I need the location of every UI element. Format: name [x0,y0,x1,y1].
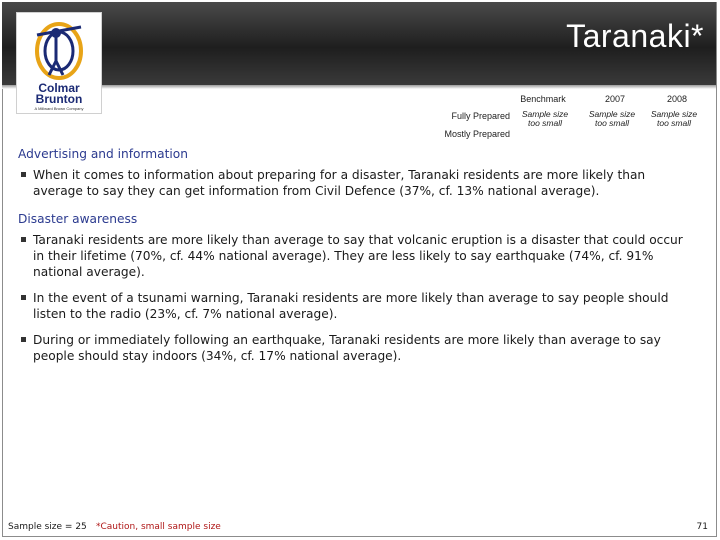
bench-header-2008: 2008 [666,94,688,104]
bullet-item [18,332,688,364]
logo-tagline: A Millward Brown Company [34,106,84,111]
bullet-item [18,167,688,199]
colmar-brunton-logo [16,12,102,114]
bullet-text: Taranaki residents are more likely than average to say that volcanic eruption is a disaster that could occur in their lifetime (70%, cf. 44% national average). They are less likely to say earthquake (74%, cf. 91% national average). [33,233,683,279]
bullet-text: When it comes to information about preparing for a disaster, Taranaki residents are more likely than average to say they can get information from Civil Defence (37%, cf. 13% national average). [33,168,646,198]
section-heading-disaster-awareness: Disaster awareness [18,212,138,226]
logo-figure-icon [29,17,89,81]
bench-row-fully-prepared: Fully Prepared [451,111,510,121]
caution-note: *Caution, small sample size [96,522,221,532]
disaster-awareness-bullet-list [18,232,688,364]
bench-cell-2007: Sample size too small [588,109,636,128]
slide-header-bar [2,2,716,85]
bench-header-benchmark: Benchmark [520,94,566,104]
logo-word-colmar: Colmar [38,81,80,95]
logo-word-brunton: Brunton [35,92,83,106]
bench-row-mostly-prepared: Mostly Prepared [444,129,510,139]
slide-content [18,146,688,376]
section-heading-advertising: Advertising and information [18,147,188,161]
bullet-square-icon [21,237,26,242]
bullet-square-icon [21,337,26,342]
bench-header-2007: 2007 [604,94,626,104]
bench-cell-benchmark: Sample size too small [521,109,569,128]
bullet-text: In the event of a tsunami warning, Taranaki residents are more likely than average to say people should listen to the radio (23%, cf. 7% national average). [33,291,669,321]
sample-size-note: Sample size = 25 [8,522,87,532]
page-number: 71 [696,522,708,532]
bench-cell-2008: Sample size too small [650,109,698,128]
slide-title: Taranaki* [566,18,704,54]
header-divider [2,85,716,89]
advertising-bullet-list [18,167,688,199]
bullet-text: During or immediately following an earthquake, Taranaki residents are more likely than average to say people should stay indoors (34%, cf. 17% national average). [33,333,661,363]
bullet-square-icon [21,295,26,300]
bullet-item [18,290,688,322]
bullet-item [18,232,688,280]
bullet-square-icon [21,172,26,177]
